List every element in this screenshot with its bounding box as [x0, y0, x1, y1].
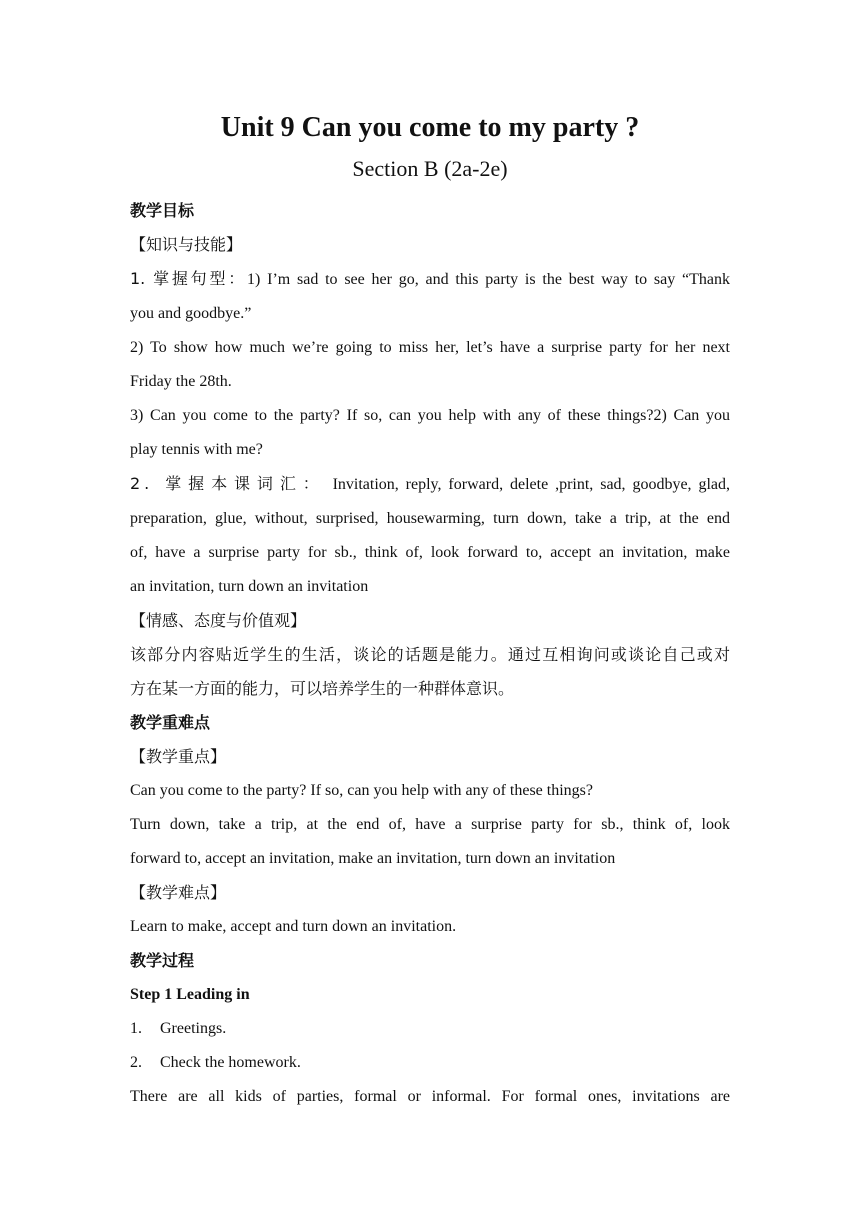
list-item-text: Check the homework. [160, 1054, 301, 1071]
vocab-label: 2. 掌握本课词汇： [130, 474, 326, 493]
sentence-pattern-1b: you and goodbye.” [130, 305, 252, 322]
focus-b: Turn down, take a trip, at the end of, have a surprise party for sb., think of, look [130, 816, 730, 833]
list-item-number: 1. [130, 1020, 142, 1037]
sentence-pattern-2a: 2) To show how much we’re going to miss her, let’s have a surprise party for her next [130, 339, 730, 356]
emotion-b: 方在某一方面的能力，可以培养学生的一种群体意识。 [130, 679, 515, 698]
vocab-c: of, have a surprise party for sb., think of, look forward to, accept an invitation, make [130, 544, 730, 561]
focus-c: forward to, accept an invitation, make an invitation, turn down an invitation [130, 850, 616, 867]
document-subtitle: Section B (2a-2e) [352, 156, 508, 181]
document-title: Unit 9 Can you come to my party ? [220, 112, 640, 143]
focus-a: Can you come to the party? If so, can you help with any of these things? [130, 782, 593, 799]
emotion-heading: 【情感、态度与价值观】 [130, 611, 307, 630]
closing-paragraph: There are all kids of parties, formal or informal. For formal ones, invitations are [130, 1088, 730, 1105]
list-item [130, 1046, 730, 1080]
vocab-line-1 [130, 467, 730, 502]
sentence-pattern-1a: 1) I’m sad to see her go, and this party is the best way to say “Thank [247, 271, 730, 288]
difficulty-a: Learn to make, accept and turn down an invitation. [130, 918, 457, 935]
vocab-d: an invitation, turn down an invitation [130, 578, 369, 595]
sentence-patterns-label: 1. 掌握句型： [130, 269, 248, 288]
sentence-pattern-2b: Friday the 28th. [130, 373, 232, 390]
document-body [130, 108, 730, 1114]
knowledge-heading: 【知识与技能】 [130, 235, 243, 254]
list-item-text: Greetings. [160, 1020, 227, 1037]
sentence-pattern-line-1 [130, 262, 730, 297]
difficulty-heading: 【教学难点】 [130, 883, 227, 902]
process-heading: 教学过程 [130, 951, 195, 970]
objectives-heading: 教学目标 [130, 201, 195, 220]
vocab-a: Invitation, reply, forward, delete ,print, sad, goodbye, glad, [332, 476, 731, 493]
list-item-number: 2. [130, 1054, 142, 1071]
focus-heading: 【教学重点】 [130, 747, 227, 766]
vocab-b: preparation, glue, without, surprised, housewarming, turn down, take a trip, at the end [130, 510, 730, 527]
sentence-pattern-3a: 3) Can you come to the party? If so, can you help with any of these things?2) Can you [130, 407, 730, 424]
sentence-pattern-3b: play tennis with me? [130, 441, 263, 458]
emotion-a: 该部分内容贴近学生的生活，谈论的话题是能力。通过互相询问或谈论自己或对 [130, 645, 730, 664]
step1-heading: Step 1 Leading in [130, 986, 250, 1003]
list-item [130, 1012, 730, 1046]
keypoints-heading: 教学重难点 [130, 713, 211, 732]
